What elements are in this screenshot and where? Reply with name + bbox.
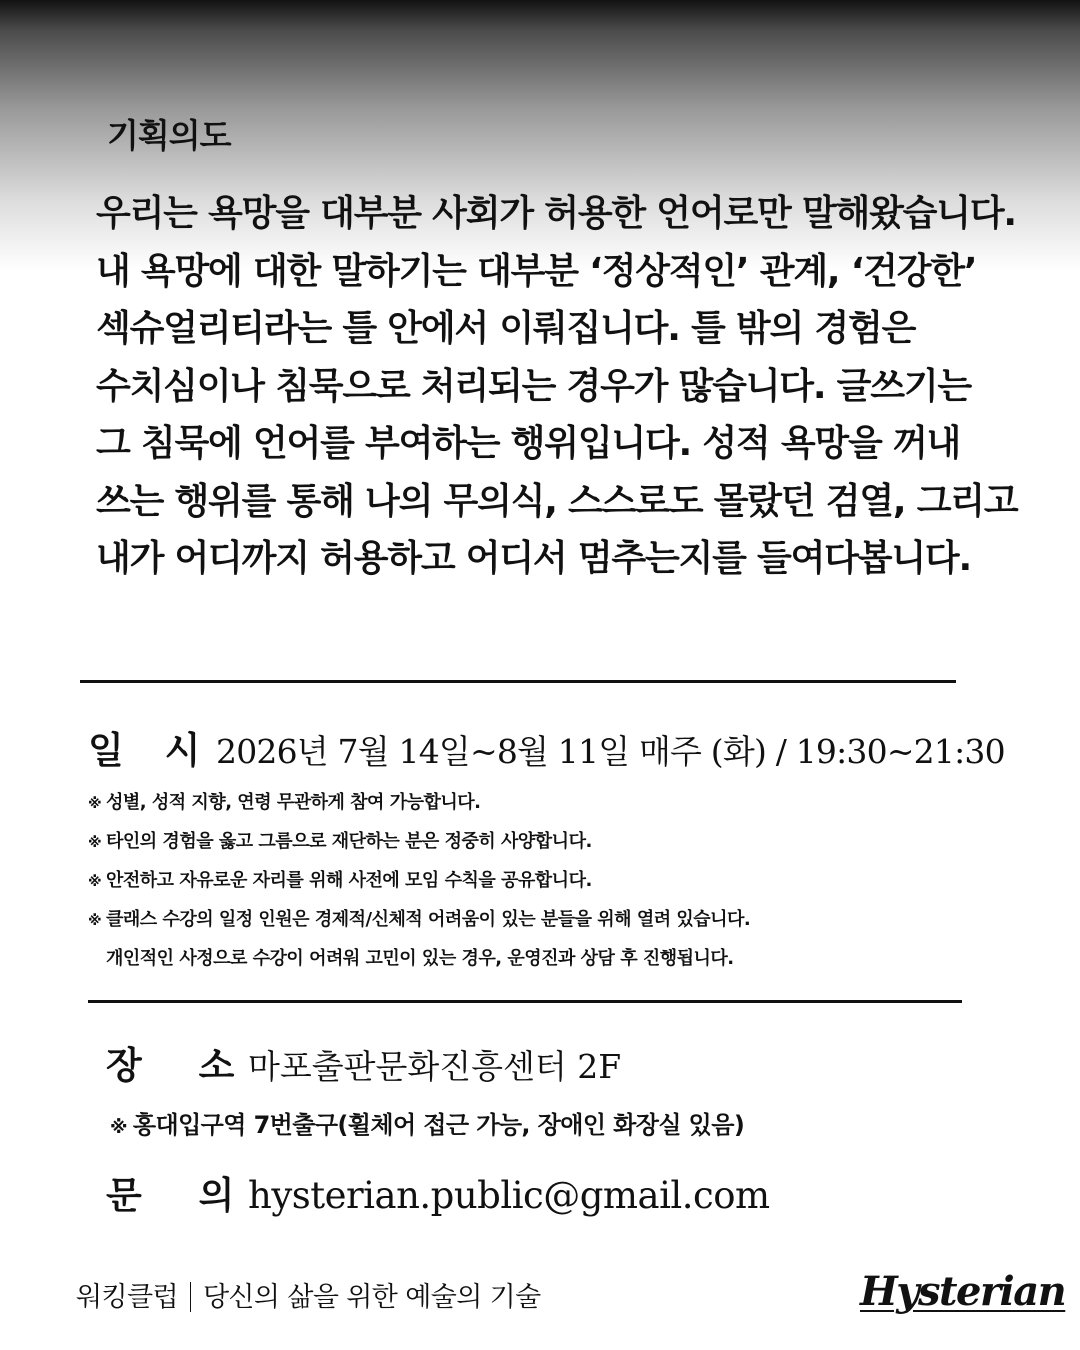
note-item (88, 784, 750, 823)
place-note (110, 1105, 744, 1140)
contact-row (106, 1165, 770, 1219)
note-text: 클래스 수강의 일정 인원은 경제적/신체적 어려움이 있는 분들을 위해 열려 있습니다. (106, 909, 751, 930)
paragraph-line: 내가 어디까지 허용하고 어디서 멈추는지를 들여다봅니다. (96, 538, 971, 579)
place-note-text: 홍대입구역 7번출구(휠체어 접근 가능, 장애인 화장실 있음) (132, 1111, 745, 1139)
paragraph-line: 그 침묵에 언어를 부여하는 행위입니다. 성적 욕망을 꺼내 (96, 423, 961, 464)
club-name: 워킹클럽 (76, 1282, 178, 1313)
note-item (88, 823, 750, 862)
note-item (88, 862, 750, 901)
divider (88, 1000, 962, 1003)
separator (190, 1282, 191, 1312)
paragraph-line: 우리는 욕망을 대부분 사회가 허용한 언어로만 말해왔습니다. (96, 193, 1016, 234)
reference-mark-icon: ※ (88, 913, 102, 929)
reference-mark-icon: ※ (88, 796, 102, 812)
reference-mark-icon: ※ (88, 835, 102, 851)
paragraph-line: 수치심이나 침묵으로 처리되는 경우가 많습니다. 글쓰기는 (96, 365, 971, 407)
schedule-notes (88, 784, 750, 978)
note-text: 성별, 성적 지향, 연령 무관하게 참여 가능합니다. (106, 792, 481, 813)
paragraph-line: 내 욕망에 대한 말하기는 대부분 ‘정상적인’ 관계, ‘건강한’ (96, 250, 977, 292)
contact-label: 문 의 (106, 1174, 257, 1217)
section-title-intent: 기획의도 (107, 116, 231, 155)
reference-mark-icon: ※ (110, 1117, 127, 1138)
tagline-text: 당신의 삶을 위한 예술의 기술 (202, 1282, 541, 1313)
footer-tagline (76, 1275, 541, 1314)
note-item (88, 901, 750, 940)
place-value: 마포출판문화진흥센터 2F (248, 1047, 622, 1086)
note-continuation: 개인적인 사정으로 수강이 어려워 고민이 있는 경우, 운영진과 상담 후 진행됩니다. (106, 948, 734, 969)
paragraph-line: 쓰는 행위를 통해 나의 무의식, 스스로도 몰랐던 검열, 그리고 (96, 480, 1018, 522)
schedule-value: 2026년 7월 14일~8월 11일 매주 (화) / 19:30~21:30 (216, 732, 1005, 771)
paragraph-line: 섹슈얼리티라는 틀 안에서 이뤄집니다. 틀 밖의 경험은 (96, 308, 916, 349)
schedule-label: 일 시 (88, 729, 215, 772)
place-row (106, 1035, 621, 1089)
note-text: 타인의 경험을 옳고 그름으로 재단하는 분은 정중히 사양합니다. (106, 831, 592, 852)
reference-mark-icon: ※ (88, 874, 102, 890)
divider (80, 680, 956, 683)
intent-paragraph (96, 185, 1036, 588)
place-label: 장 소 (106, 1044, 257, 1087)
brand-logo: Hysterian (860, 1268, 1066, 1315)
contact-email: hysterian.public@gmail.com (248, 1174, 770, 1217)
note-text: 안전하고 자유로운 자리를 위해 사전에 모임 수칙을 공유합니다. (106, 870, 592, 891)
schedule-row (88, 720, 1005, 774)
